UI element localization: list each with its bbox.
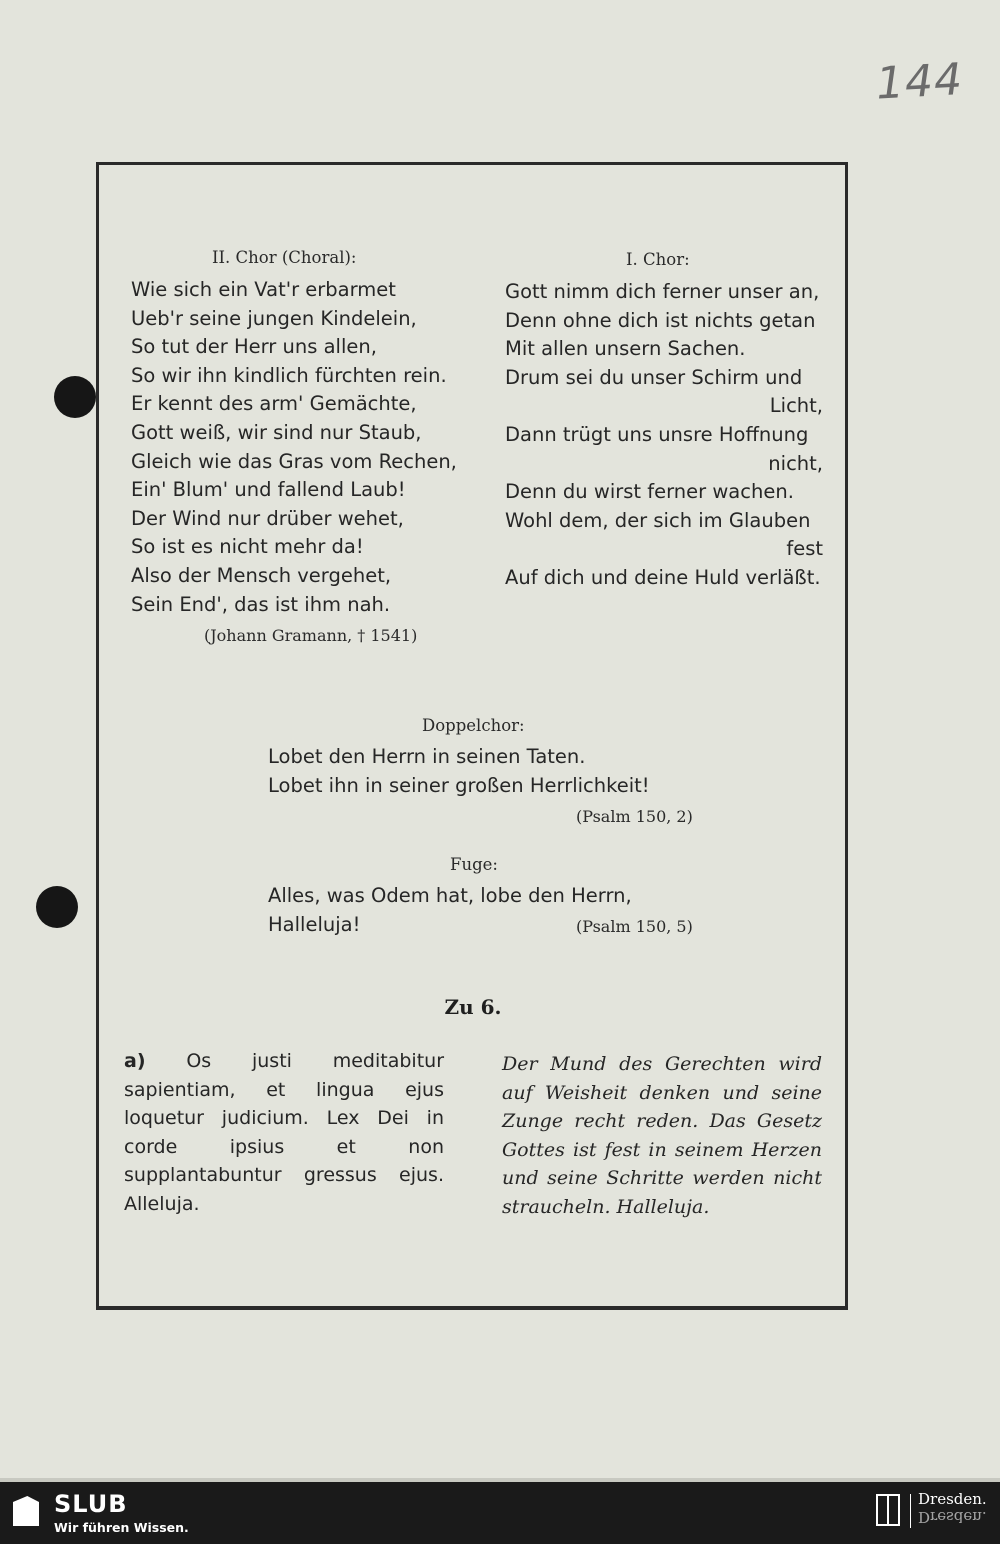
left-column-heading: II. Chor (Choral): bbox=[212, 248, 357, 267]
verse-line: Dann trügt uns unsre Hoffnung bbox=[505, 422, 809, 446]
left-column-citation: (Johann Gramann, † 1541) bbox=[204, 626, 418, 645]
verse-line: Also der Mensch vergehet, bbox=[131, 563, 392, 587]
verse-line: Gleich wie das Gras vom Rechen, bbox=[131, 449, 457, 473]
latin-paragraph bbox=[124, 1047, 444, 1219]
fuge-heading: Fuge: bbox=[450, 855, 498, 874]
verse-line: Wie sich ein Vat'r erbarmet bbox=[131, 278, 396, 301]
folio-number: 144 bbox=[874, 54, 965, 110]
verse-line: So ist es nicht mehr da! bbox=[131, 535, 364, 559]
doppelchor-heading: Doppelchor: bbox=[422, 716, 525, 735]
right-column-verses bbox=[505, 278, 823, 593]
verse-line: Der Wind nur drüber wehet, bbox=[131, 506, 404, 530]
section-title: Zu 6. bbox=[444, 995, 502, 1019]
verse-line: Alles, was Odem hat, lobe den Herrn, bbox=[268, 884, 632, 907]
verse-line: Mit allen unsern Sachen. bbox=[505, 337, 746, 361]
logo-subtitle: Wir führen Wissen. bbox=[54, 1520, 189, 1535]
verse-line: Ein' Blum' und fallend Laub! bbox=[131, 478, 406, 502]
city-logo bbox=[918, 1492, 987, 1524]
verse-line: Lobet ihn in seiner großen Herrlichkeit! bbox=[268, 773, 650, 797]
verse-line: Gott weiß, wir sind nur Staub, bbox=[131, 420, 422, 444]
footer-divider bbox=[910, 1494, 911, 1528]
german-paragraph: Der Mund des Gerechten wird auf Weisheit denken und seine Zunge recht reden. Das Gesetz Gottes ist fest in seinem Herzen und seine Schritte werden nicht straucheln. Halleluja. bbox=[502, 1053, 822, 1218]
dresden-crest-icon bbox=[876, 1494, 900, 1526]
verse-line: Auf dich und deine Huld verläßt. bbox=[505, 565, 821, 589]
verse-line: Sein End', das ist ihm nah. bbox=[131, 592, 391, 616]
left-column-verses bbox=[131, 276, 457, 619]
right-column-heading: I. Chor: bbox=[626, 250, 690, 269]
verse-line: Denn ohne dich ist nichts getan bbox=[505, 308, 816, 332]
verse-line: Gott nimm dich ferner unser an, bbox=[505, 280, 820, 303]
verse-line: nicht, bbox=[768, 451, 823, 475]
verse-line: Halleluja! bbox=[268, 912, 361, 936]
paragraph-label: a) bbox=[124, 1050, 146, 1072]
logo-title: SLUB bbox=[54, 1490, 128, 1518]
verse-line: Drum sei du unser Schirm und bbox=[505, 365, 803, 389]
punch-hole bbox=[36, 886, 78, 928]
footer-bar bbox=[0, 1482, 1000, 1544]
verse-line: Lobet den Herrn in seinen Taten. bbox=[268, 745, 586, 768]
verse-line: Er kennt des arm' Gemächte, bbox=[131, 392, 417, 416]
verse-line: fest bbox=[786, 537, 823, 561]
slub-logo-icon bbox=[13, 1496, 39, 1526]
verse-line: Denn du wirst ferner wachen. bbox=[505, 480, 794, 504]
city-name-reflection: Dresden. bbox=[918, 1508, 987, 1526]
punch-hole bbox=[54, 376, 96, 418]
fuge-citation: (Psalm 150, 5) bbox=[576, 917, 693, 936]
verse-line: So tut der Herr uns allen, bbox=[131, 335, 377, 359]
doppelchor-citation: (Psalm 150, 2) bbox=[576, 807, 693, 826]
verse-line: Licht, bbox=[769, 394, 823, 418]
city-name: Dresden. bbox=[918, 1490, 987, 1508]
verse-line: So wir ihn kindlich fürchten rein. bbox=[131, 363, 447, 387]
verse-line: Wohl dem, der sich im Glauben bbox=[505, 508, 811, 532]
doppelchor-verses bbox=[268, 743, 708, 800]
latin-text: Os justi meditabitur sapientiam, et lingua ejus loquetur judicium. Lex Dei in corde ipsius et non supplantabuntur gressus ejus. Alleluja. bbox=[124, 1050, 445, 1215]
verse-line: Ueb'r seine jungen Kindelein, bbox=[131, 306, 417, 330]
